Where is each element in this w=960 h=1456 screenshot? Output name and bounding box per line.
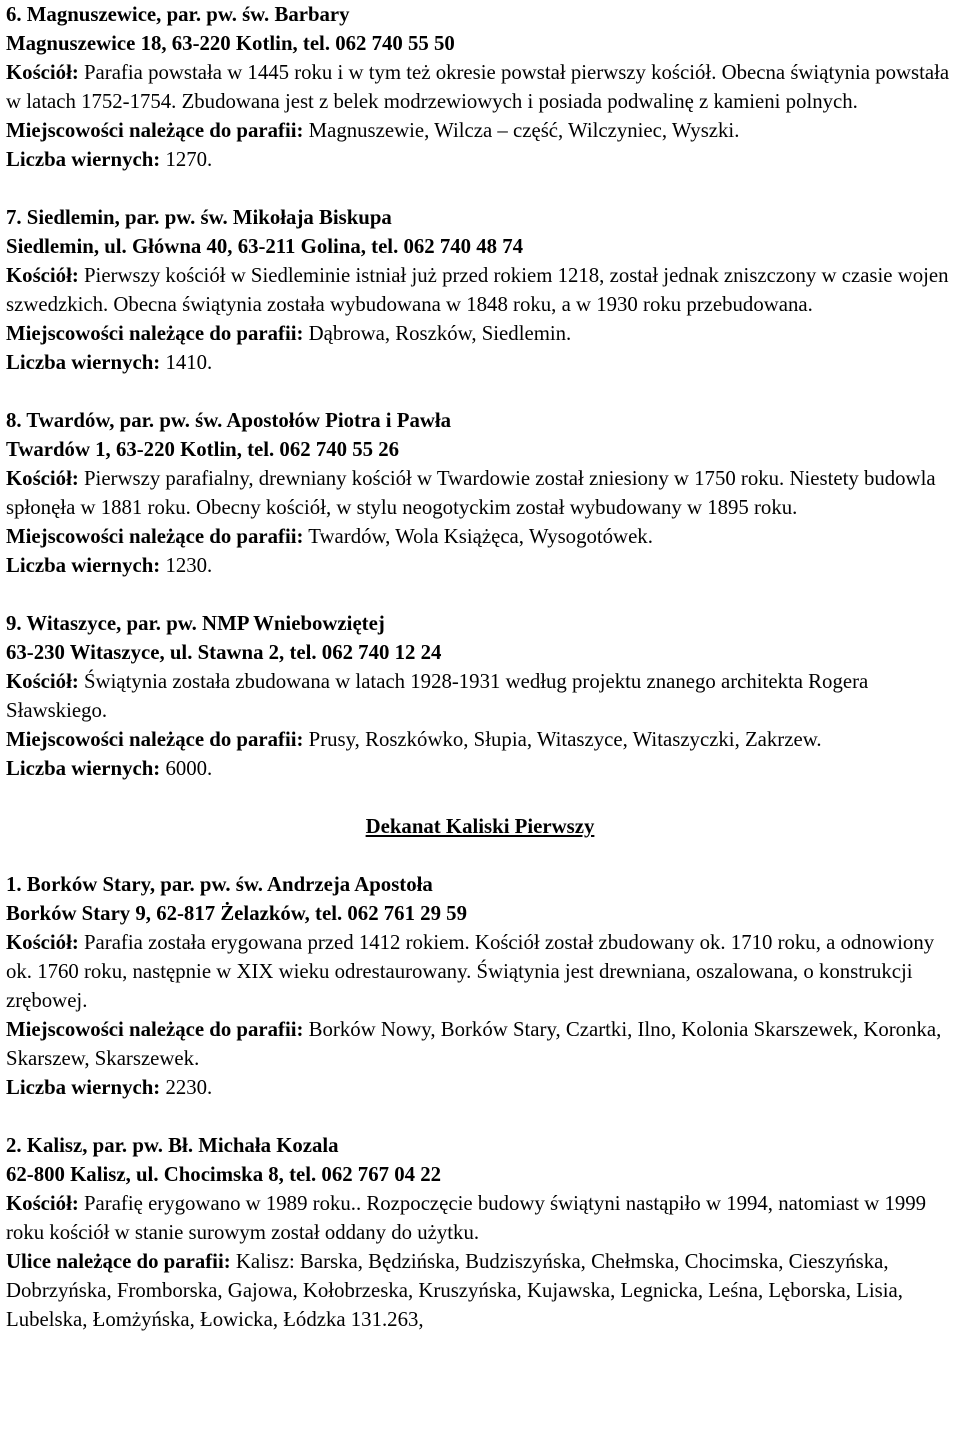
church-description [6, 261, 954, 319]
faithful-label: Liczba wiernych: [6, 1076, 161, 1099]
church-text: Parafia powstała w 1445 roku i w tym też okresie powstał pierwszy kościół. Obecna świątynia powstała w latach 1752-1754. Zbudowana jest z belek modrzewiowych i posiada podwalinę z kamieni polnych. [6, 61, 950, 113]
faithful-label: Liczba wiernych: [6, 757, 161, 780]
church-label: Kościół: [6, 670, 79, 693]
faithful-count [6, 348, 954, 377]
parish-entry-magnuszewice [6, 0, 954, 174]
church-text: Świątynia została zbudowana w latach 1928-1931 według projektu znanego architekta Rogera Sławskiego. [6, 670, 869, 722]
church-text: Parafię erygowano w 1989 roku.. Rozpoczęcie budowy świątyni nastąpiło w 1994, natomiast w 1999 roku kościół w stanie surowym został oddany do użytku. [6, 1192, 927, 1244]
localities [6, 319, 954, 348]
parish-title: 9. Witaszyce, par. pw. NMP Wniebowziętej [6, 612, 385, 635]
church-text: Pierwszy kościół w Siedleminie istniał już przed rokiem 1218, został jednak zniszczony w czasie wojen szwedzkich. Obecna świątynia została wybudowana w 1848 roku, a w 1930 roku przebudowana. [6, 264, 949, 316]
localities-text: Prusy, Roszkówko, Słupia, Witaszyce, Witaszyczki, Zakrzew. [308, 728, 822, 751]
localities-label: Miejscowości należące do parafii: [6, 119, 304, 142]
parish-entry-siedlemin [6, 203, 954, 377]
streets-text: Kalisz: Barska, Będzińska, Budziszyńska, Chełmska, Chocimska, Cieszyńska, Dobrzyńska, Fromborska, Gajowa, Kołobrzeska, Kruszyńska, Kujawska, Legnicka, Leśna, Lęborska, Lisia, Lubelska, Łomżyńska, Łowicka, Łódzka 131.263, [6, 1250, 903, 1331]
faithful-value: 2230. [165, 1076, 213, 1099]
parish-address: 63-230 Witaszyce, ul. Stawna 2, tel. 062 740 12 24 [6, 641, 442, 664]
church-description [6, 1189, 954, 1247]
localities-label: Miejscowości należące do parafii: [6, 525, 304, 548]
parish-title: 2. Kalisz, par. pw. Bł. Michała Kozala [6, 1134, 339, 1157]
church-text: Parafia została erygowana przed 1412 rokiem. Kościół został zbudowany ok. 1710 roku, a odnowiony ok. 1760 roku, następnie w XIX wieku odrestaurowany. Świątynia jest drewniana, oszalowana, o konstrukcji zrębowej. [6, 931, 935, 1012]
faithful-count [6, 754, 954, 783]
localities-text: Dąbrowa, Roszków, Siedlemin. [308, 322, 572, 345]
parish-title: 6. Magnuszewice, par. pw. św. Barbary [6, 3, 350, 26]
faithful-value: 1410. [165, 351, 213, 374]
parish-address: Siedlemin, ul. Główna 40, 63-211 Golina, tel. 062 740 48 74 [6, 235, 524, 258]
church-description [6, 58, 954, 116]
faithful-value: 1230. [165, 554, 213, 577]
localities-label: Miejscowości należące do parafii: [6, 322, 304, 345]
parish-entry-borkow-stary [6, 870, 954, 1102]
streets-label: Ulice należące do parafii: [6, 1250, 231, 1273]
church-label: Kościół: [6, 61, 79, 84]
faithful-label: Liczba wiernych: [6, 148, 161, 171]
deanery-heading: Dekanat Kaliski Pierwszy [365, 815, 595, 838]
faithful-label: Liczba wiernych: [6, 351, 161, 374]
localities [6, 1015, 954, 1073]
parish-address: Borków Stary 9, 62-817 Żelazków, tel. 062 761 29 59 [6, 902, 467, 925]
parish-entry-kalisz [6, 1131, 954, 1334]
faithful-value: 6000. [165, 757, 213, 780]
localities [6, 725, 954, 754]
localities-label: Miejscowości należące do parafii: [6, 728, 304, 751]
localities [6, 116, 954, 145]
parish-entry-witaszyce [6, 609, 954, 783]
parish-title: 8. Twardów, par. pw. św. Apostołów Piotra i Pawła [6, 409, 452, 432]
church-label: Kościół: [6, 264, 79, 287]
church-description [6, 928, 954, 1015]
parish-address: 62-800 Kalisz, ul. Chocimska 8, tel. 062 767 04 22 [6, 1163, 441, 1186]
localities [6, 522, 954, 551]
localities-label: Miejscowości należące do parafii: [6, 1018, 304, 1041]
parish-title: 1. Borków Stary, par. pw. św. Andrzeja Apostoła [6, 873, 433, 896]
church-description [6, 464, 954, 522]
church-text: Pierwszy parafialny, drewniany kościół w Twardowie został zniesiony w 1750 roku. Niestety budowla spłonęła w 1881 roku. Obecny kościół, w stylu neogotyckim został wybudowany w 1895 roku. [6, 467, 936, 519]
faithful-count [6, 551, 954, 580]
faithful-count [6, 145, 954, 174]
parish-title: 7. Siedlemin, par. pw. św. Mikołaja Biskupa [6, 206, 392, 229]
church-label: Kościół: [6, 931, 79, 954]
faithful-count [6, 1073, 954, 1102]
church-label: Kościół: [6, 1192, 79, 1215]
streets [6, 1247, 954, 1334]
church-label: Kościół: [6, 467, 79, 490]
parish-entry-twardow [6, 406, 954, 580]
faithful-value: 1270. [165, 148, 213, 171]
localities-text: Magnuszewie, Wilcza – część, Wilczyniec, Wyszki. [308, 119, 740, 142]
church-description [6, 667, 954, 725]
faithful-label: Liczba wiernych: [6, 554, 161, 577]
parish-address: Twardów 1, 63-220 Kotlin, tel. 062 740 55 26 [6, 438, 400, 461]
localities-text: Twardów, Wola Książęca, Wysogotówek. [308, 525, 653, 548]
parish-address: Magnuszewice 18, 63-220 Kotlin, tel. 062 740 55 50 [6, 32, 455, 55]
localities-text: Borków Nowy, Borków Stary, Czartki, Ilno, Kolonia Skarszewek, Koronka, Skarszew, Skarszewek. [6, 1018, 942, 1070]
